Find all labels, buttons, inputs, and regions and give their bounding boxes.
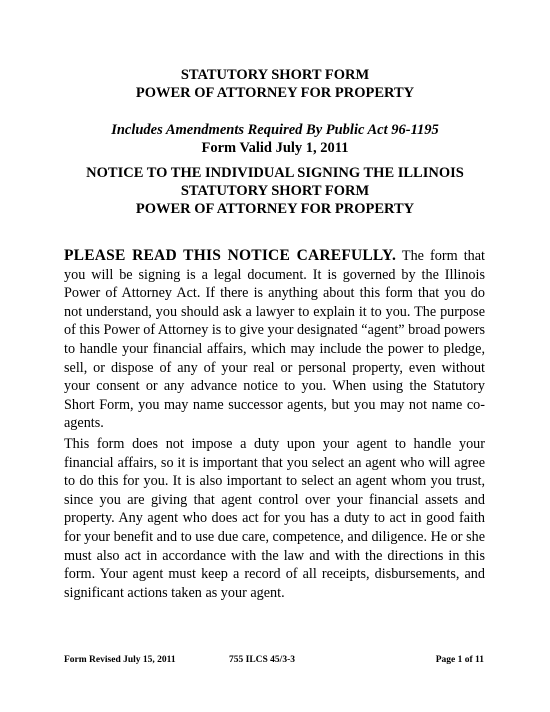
notice-paragraph-2: This form does not impose a duty upon your agent to handle your financial affairs, so it is important that you select an agent who will agree to do this for you. It is also important to select an agent whom you trust, since you are giving that agent control over your financial assets and property. Any agent who does act for you has a duty to act in good faith for your benefit and to use due care, competence, and diligence. He or she must also act in accordance with the law and with the directions in this form. Your agent must keep a record of all receipts, disbursements, and significant actions taken as your agent. [64,436,485,601]
footer-page-number: Page 1 of 11 [435,655,484,665]
notice-paragraph-1-body: The form that you will be signing is a legal document. It is governed by the Illinois Power of Attorney Act. If there is anything about this form that you do not understand, you should ask a lawyer to explain it to you. The purpose of this Power of Attorney is to give your designated “agent” broad powers to handle your financial affairs, which may include the power to pledge, sell, or dispose of any of your real or personal property, even without your consent or any advance notice to you. When using the Statutory Short Form, you may name successor agents, but you may not name co-agents. [64,248,485,432]
notice-heading-line-1: NOTICE TO THE INDIVIDUAL SIGNING THE ILLINOIS [86,165,464,181]
form-title-line-1: STATUTORY SHORT FORM [180,67,370,83]
notice-heading [0,164,550,218]
form-subtitle [0,121,550,157]
form-title [0,66,550,102]
notice-paragraph-1-lead: PLEASE READ THIS NOTICE CAREFULLY. [64,247,397,264]
notice-paragraph-1 [64,247,485,433]
amendments-note: Includes Amendments Required By Public Act 96-1195 [111,122,439,138]
footer-statute: 755 ILCS 45/3-3 [229,655,295,665]
footer-revised-date: Form Revised July 15, 2011 [64,655,176,665]
notice-heading-line-3: POWER OF ATTORNEY FOR PROPERTY [135,201,415,217]
notice-heading-line-2: STATUTORY SHORT FORM [180,183,370,199]
form-title-line-2: POWER OF ATTORNEY FOR PROPERTY [135,85,415,101]
valid-date: Form Valid July 1, 2011 [201,140,349,156]
